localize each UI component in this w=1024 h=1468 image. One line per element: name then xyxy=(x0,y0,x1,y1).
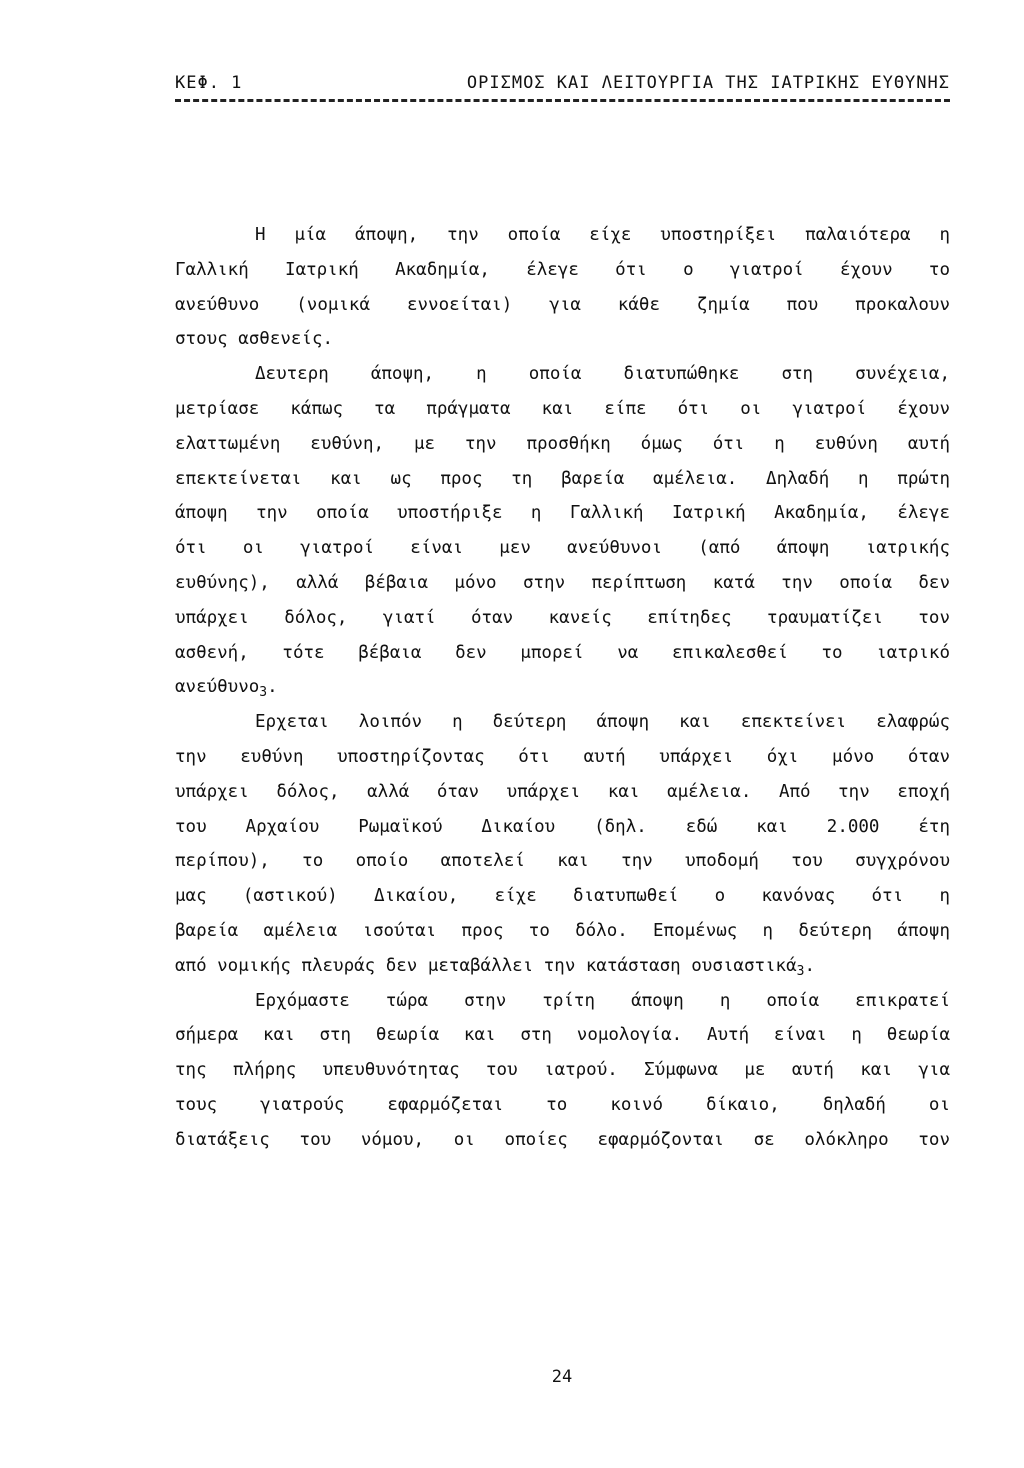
text-line: περίπου), το οποίο αποτελεί και την υποδομή του συγχρόνου xyxy=(175,851,950,872)
text-line: βαρεία αμέλεια ισούται προς το δόλο. Επομένως η δεύτερη άποψη xyxy=(175,920,950,941)
line-end-punctuation: . xyxy=(804,955,815,976)
text-line-with-footnote xyxy=(175,949,950,984)
text-line: ανεύθυνο (νομικά εννοείται) για κάθε ζημία που προκαλουν xyxy=(175,294,950,315)
page-number: 24 xyxy=(551,1367,573,1387)
text-line: την ευθύνη υποστηρίζοντας ότι αυτή υπάρχει όχι μόνο όταν xyxy=(175,746,950,767)
text-line: ελαττωμένη ευθύνη, με την προσθήκη όμως ότι η ευθύνη αυτή xyxy=(175,433,950,454)
running-header xyxy=(175,72,950,94)
text-line: ότι οι γιατροί είναι μεν ανεύθυνοι (από άποψη ιατρικής xyxy=(175,538,950,559)
text-line: ασθενή, τότε βέβαια δεν μπορεί να επικαλεσθεί το ιατρικό xyxy=(175,642,950,663)
text-line: τους γιατρούς εφαρμόζεται το κοινό δίκαιο, δηλαδή οι xyxy=(175,1094,950,1115)
chapter-label: ΚΕΦ. 1 xyxy=(175,73,243,93)
text-line: μετρίασε κάπως τα πράγματα και είπε ότι οι γιατροί έχουν xyxy=(175,398,950,419)
text-line: υπάρχει δόλος, γιατί όταν κανείς επίτηδες τραυματίζει τον xyxy=(175,607,950,628)
body-text xyxy=(175,218,950,1158)
text-line: επεκτείνεται και ως προς τη βαρεία αμέλεια. Δηλαδή η πρώτη xyxy=(175,468,950,489)
text-line: υπάρχει δόλος, αλλά όταν υπάρχει και αμέλεια. Από την εποχή xyxy=(175,781,950,802)
text-line: Ερχεται λοιπόν η δεύτερη άποψη και επεκτείνει ελαφρώς xyxy=(255,712,950,733)
text-line: Ερχόμαστε τώρα στην τρίτη άποψη η οποία επικρατεί xyxy=(255,990,950,1011)
text-line-with-footnote xyxy=(175,670,950,705)
text-line: του Αρχαίου Ρωμαϊκού Δικαίου (δηλ. εδώ και 2.000 έτη xyxy=(175,816,950,837)
text-line: Γαλλική Ιατρική Ακαδημία, έλεγε ότι ο γιατροί έχουν το xyxy=(175,259,950,280)
footnote-ref: 3 xyxy=(796,963,805,979)
text-line: από νομικής πλευράς δεν μεταβάλλει την κατάσταση ουσιαστικά xyxy=(175,955,797,976)
header-divider xyxy=(175,99,950,102)
text-line: ευθύνης), αλλά βέβαια μόνο στην περίπτωση κατά την οποία δεν xyxy=(175,572,950,593)
chapter-title: ΟΡΙΣΜΟΣ ΚΑΙ ΛΕΙΤΟΥΡΓΙΑ ΤΗΣ ΙΑΤΡΙΚΗΣ ΕΥΘΥΝΗΣ xyxy=(466,73,950,93)
line-end-punctuation: . xyxy=(267,677,278,698)
text-line: διατάξεις του νόμου, οι οποίες εφαρμόζονται σε ολόκληρο τον xyxy=(175,1129,950,1150)
footnote-ref: 3 xyxy=(259,685,268,701)
text-line: της πλήρης υπευθυνότητας του ιατρού. Σύμφωνα με αυτή και για xyxy=(175,1060,950,1081)
text-line: Η μία άποψη, την οποία είχε υποστηρίξει παλαιότερα η xyxy=(255,225,950,245)
text-line: μας (αστικού) Δικαίου, είχε διατυπωθεί ο κανόνας ότι η xyxy=(175,886,950,907)
text-line: ανεύθυνο xyxy=(175,677,260,698)
text-line: Δευτερη άποψη, η οποία διατυπώθηκε στη συνέχεια, xyxy=(255,364,950,385)
text-line: σήμερα και στη θεωρία και στη νομολογία. Αυτή είναι η θεωρία xyxy=(175,1025,950,1046)
text-line: άποψη την οποία υποστήριξε η Γαλλική Ιατρική Ακαδημία, έλεγε xyxy=(175,503,950,524)
text-line: στους ασθενείς. xyxy=(175,329,334,350)
